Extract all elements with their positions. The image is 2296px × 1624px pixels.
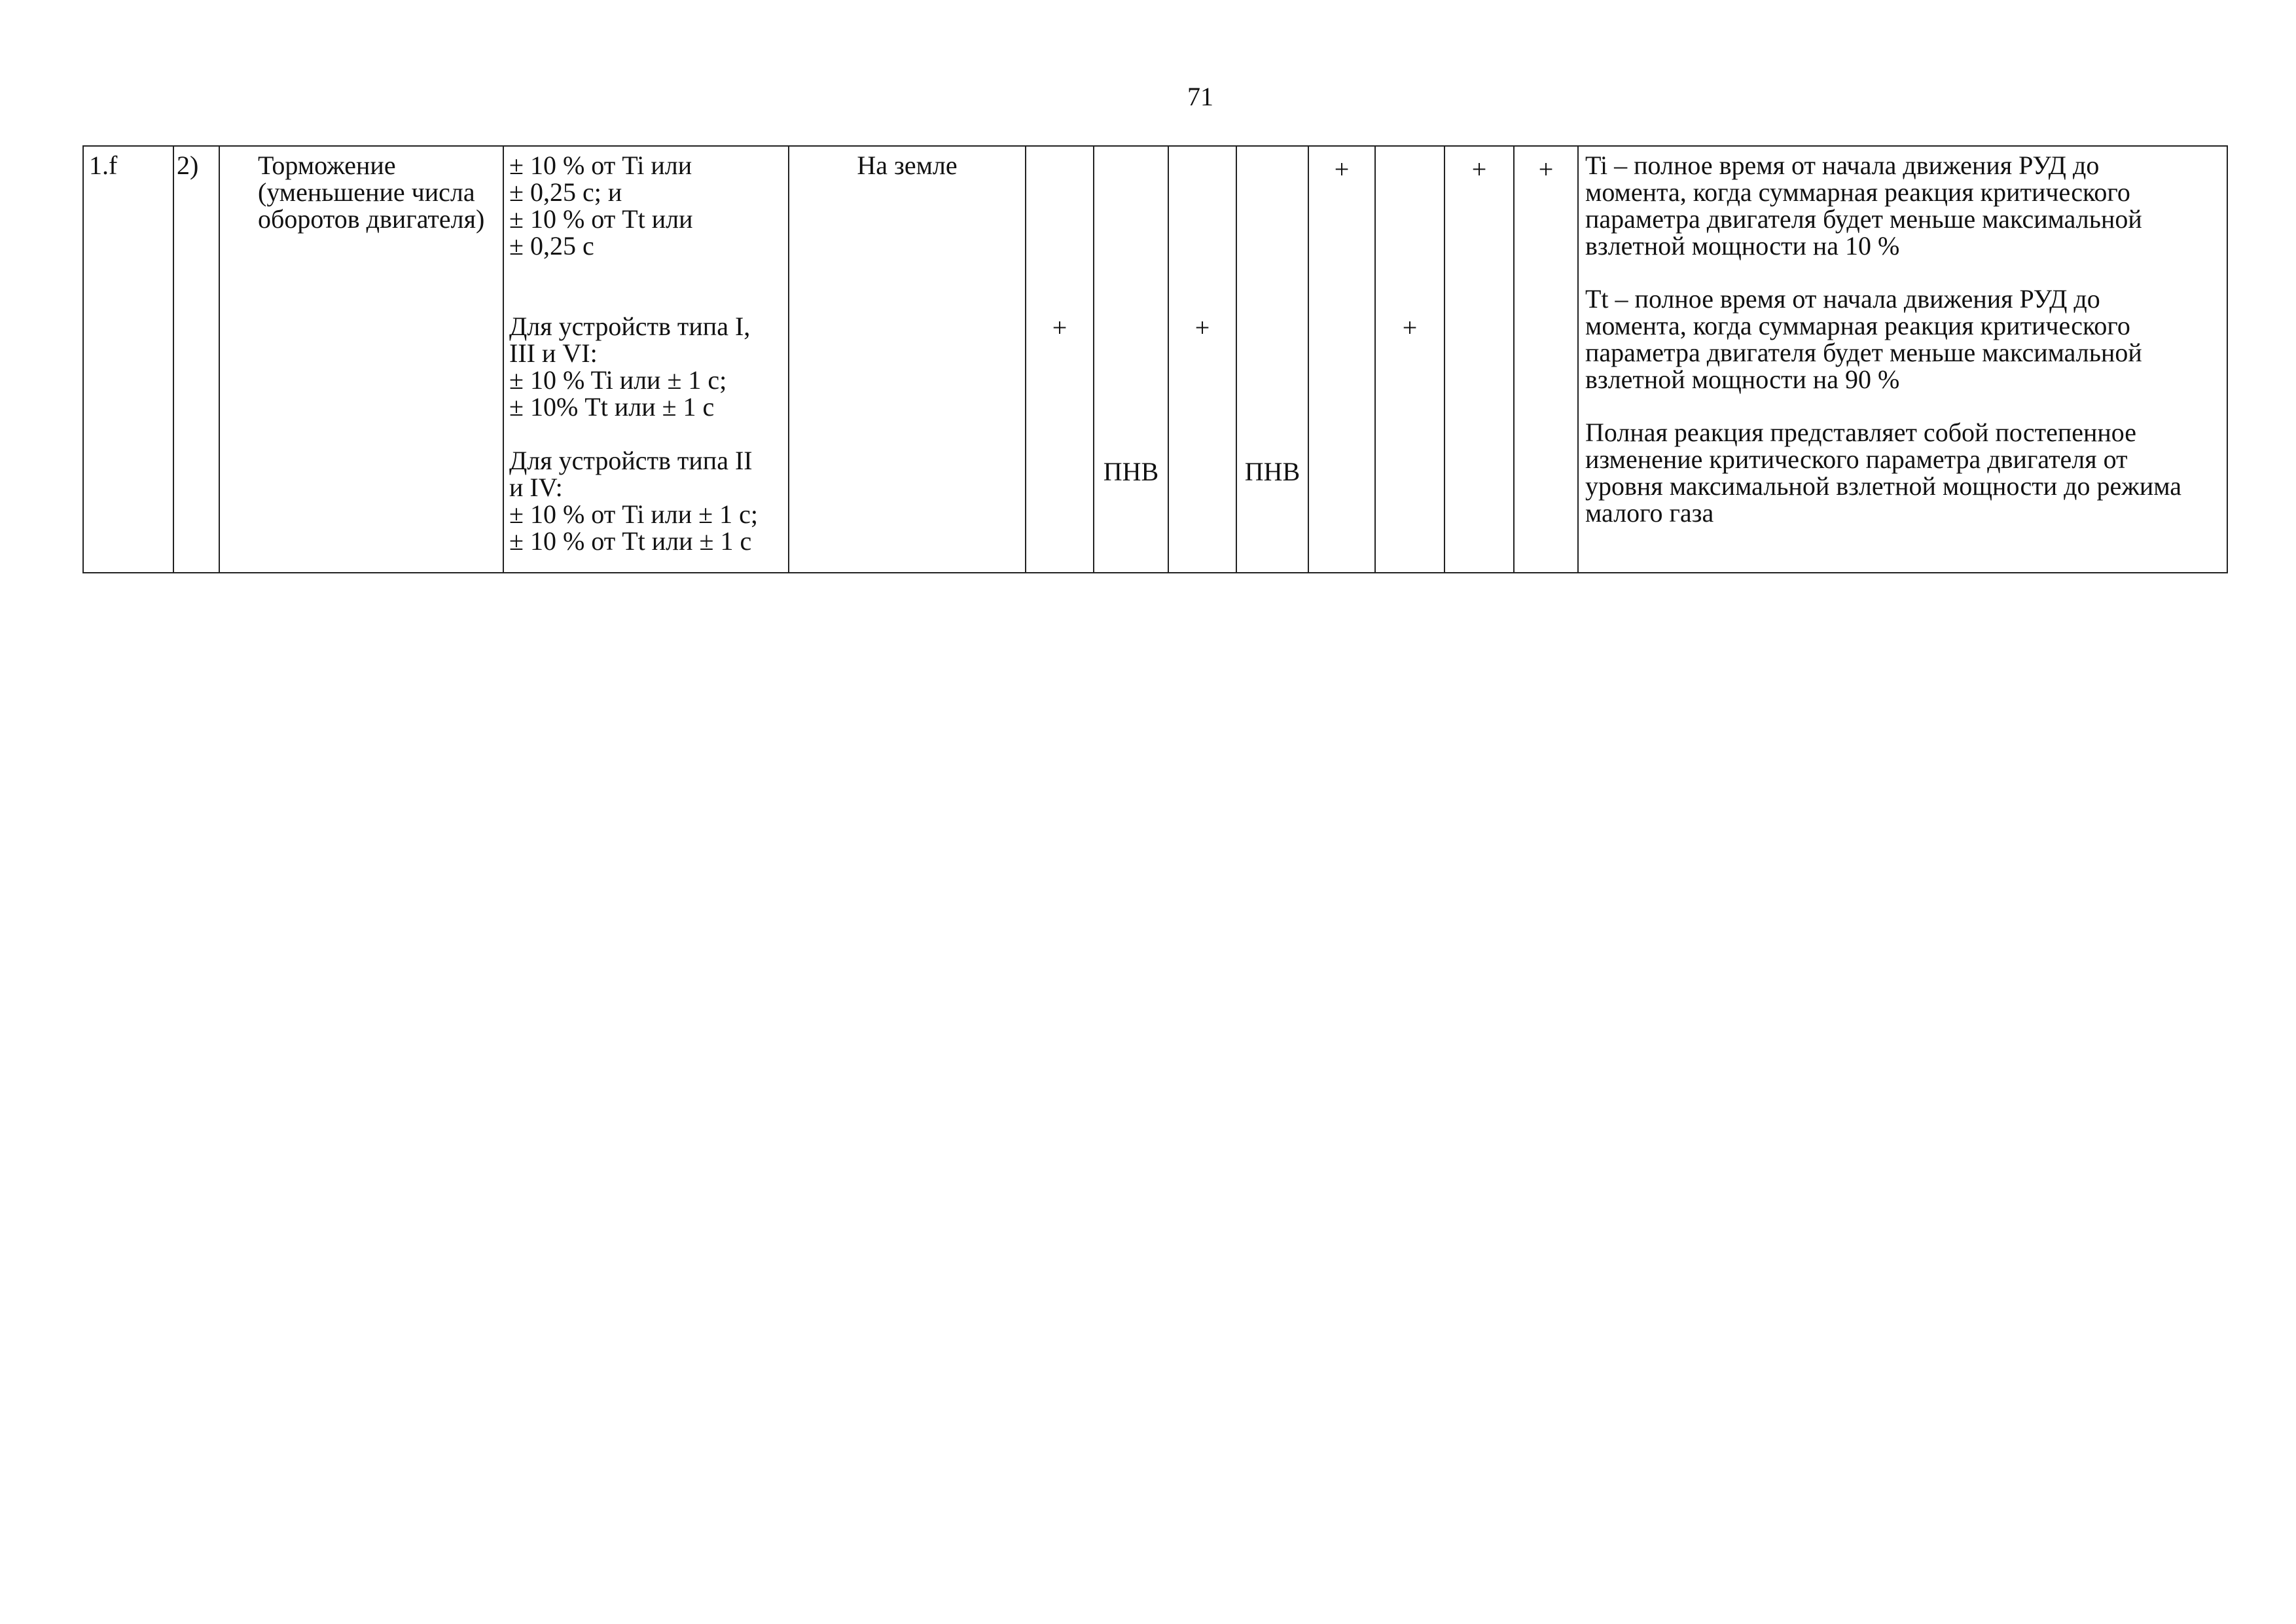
note-ti: Ti – полное время от начала движения РУД до момента, когда суммарная реакция критического параметра двигателя будет меньше максимальной взлетной мощности на 10 % bbox=[1585, 151, 2142, 261]
mark-5: + bbox=[1334, 154, 1350, 184]
mark-cell-2 bbox=[1094, 146, 1168, 573]
table-row bbox=[83, 146, 2227, 573]
mark-cell-8 bbox=[1514, 146, 1578, 573]
tolerance-type-2-4: Для устройств типа II и IV: ± 10 % от Ti или ± 1 с; ± 10 % от Tt или ± 1 с bbox=[509, 446, 758, 556]
tolerance-general: ± 10 % от Ti или ± 0,25 с; и ± 10 % от Tt или ± 0,25 с bbox=[509, 151, 693, 261]
mark-cell-4 bbox=[1236, 146, 1308, 573]
mark-cell-3 bbox=[1168, 146, 1236, 573]
tolerance-cell bbox=[503, 146, 789, 573]
mark-1: + bbox=[1052, 313, 1067, 342]
note-tt: Tt – полное время от начала движения РУД до момента, когда суммарная реакция критического параметра двигателя будет меньше максимальной взлетной мощности на 90 % bbox=[1585, 284, 2142, 394]
item-code-cell bbox=[83, 146, 173, 573]
mark-6: + bbox=[1402, 313, 1418, 342]
test-condition: На земле bbox=[857, 151, 958, 180]
mark-7: + bbox=[1471, 154, 1487, 184]
item-code: 1.f bbox=[89, 151, 118, 180]
notes-cell bbox=[1578, 146, 2227, 573]
test-condition-cell bbox=[789, 146, 1026, 573]
sub-number-cell bbox=[173, 146, 219, 573]
mark-cell-6 bbox=[1375, 146, 1444, 573]
mark-cell-7 bbox=[1444, 146, 1514, 573]
description-text: Торможение (уменьшение числа оборотов двигателя) bbox=[258, 151, 485, 234]
mark-3: + bbox=[1194, 313, 1210, 342]
sub-number: 2) bbox=[177, 151, 199, 180]
mark-cell-5 bbox=[1308, 146, 1375, 573]
requirements-table bbox=[82, 145, 2228, 573]
mark-2: ПНВ bbox=[1103, 457, 1159, 486]
mark-cell-1 bbox=[1026, 146, 1094, 573]
description-cell bbox=[219, 146, 503, 573]
mark-8: + bbox=[1538, 154, 1554, 184]
page-number: 71 bbox=[1187, 82, 1213, 111]
tolerance-type-1-3-6: Для устройств типа I, III и VI: ± 10 % Ti или ± 1 с; ± 10% Tt или ± 1 с bbox=[509, 312, 751, 422]
mark-4: ПНВ bbox=[1244, 457, 1300, 486]
note-full-response: Полная реакция представляет собой постепенное изменение критического параметра двигателя от уровня максимальной взлетной мощности до режима малого газа bbox=[1585, 418, 2182, 528]
